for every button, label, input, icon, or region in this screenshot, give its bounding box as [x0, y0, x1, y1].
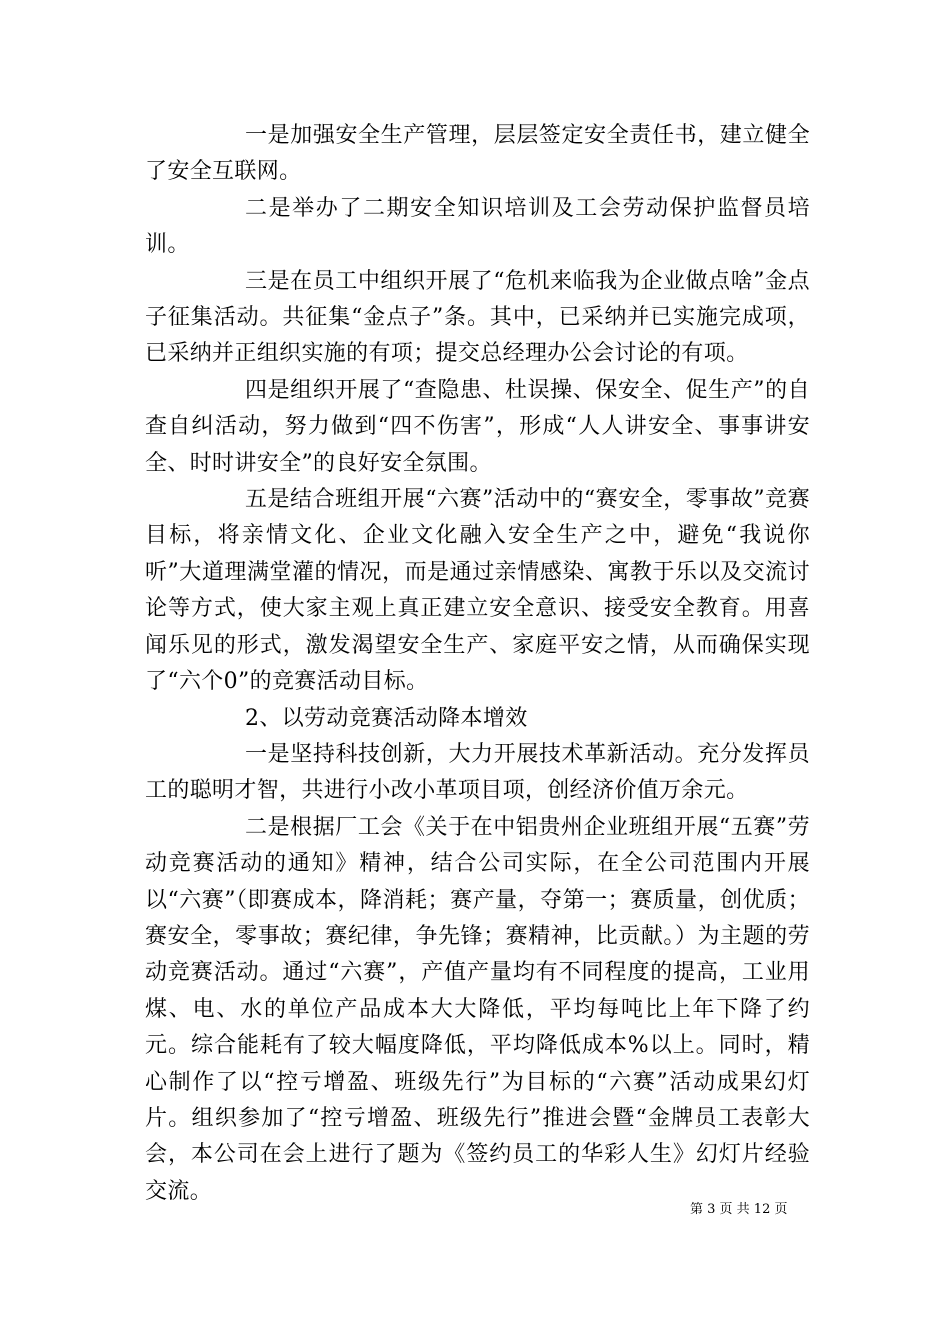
paragraph-self-inspection: 四是组织开展了“查隐患、杜误操、保安全、促生产”的自查自纠活动，努力做到“四不伤害”，形成“人人讲安全、事事讲安全、时时讲安全”的良好安全氛围。	[145, 377, 810, 476]
paragraph-six-competitions: 二是根据厂工会《关于在中铝贵州企业班组开展“五赛”劳动竞赛活动的通知》精神，结合公司实际，在全公司范围内开展以“六赛”（即赛成本，降消耗；赛产量，夺第一；赛质量，创优质；赛安全，零事故；赛纪律，争先锋；赛精神，比贡献。）为主题的劳动竞赛活动。通过“六赛”，产值产量均有不同程度的提高，工业用煤、电、水的单位产品成本大大降低，平均每吨比上年下降了约元。综合能耗有了较大幅度降低，平均降低成本%以上。同时，精心制作了以“控亏增盈、班级先行”为目标的“六赛”活动成果幻灯片。组织参加了“控亏增盈、班级先行”推进会暨“金牌员工表彰大会，本公司在会上进行了题为《签约员工的华彩人生》幻灯片经验交流。	[145, 814, 810, 1204]
document-body	[145, 118, 810, 1210]
paragraph-golden-ideas: 三是在员工中组织开展了“危机来临我为企业做点啥”金点子征集活动。共征集“金点子”条。其中，已采纳并已实施完成项，已采纳并正组织实施的有项；提交总经理办公会讨论的有项。	[145, 268, 810, 367]
page-number-footer: 第 3 页 共 12 页	[690, 1202, 788, 1217]
section-heading-labor-competition: 2、以劳动竞赛活动降本增效	[245, 705, 528, 731]
paragraph-safety-management: 一是加强安全生产管理，层层签定安全责任书，建立健全了安全互联网。	[145, 123, 810, 185]
paragraph-safety-training: 二是举办了二期安全知识培训及工会劳动保护监督员培训。	[145, 195, 810, 258]
paragraph-team-competition: 五是结合班组开展“六赛”活动中的“赛安全，零事故”竞赛目标，将亲情文化、企业文化融入安全生产之中，避免“我说你听”大道理满堂灌的情况，而是通过亲情感染、寓教于乐以及交流讨论等方式，使大家主观上真正建立安全意识、接受安全教育。用喜闻乐见的形式，激发渴望安全生产、家庭平安之情，从而确保实现了“六个0”的竞赛活动目标。	[145, 487, 810, 695]
paragraph-tech-innovation: 一是坚持科技创新，大力开展技术革新活动。充分发挥员工的聪明才智，共进行小改小革项目项，创经济价值万余元。	[145, 741, 810, 804]
